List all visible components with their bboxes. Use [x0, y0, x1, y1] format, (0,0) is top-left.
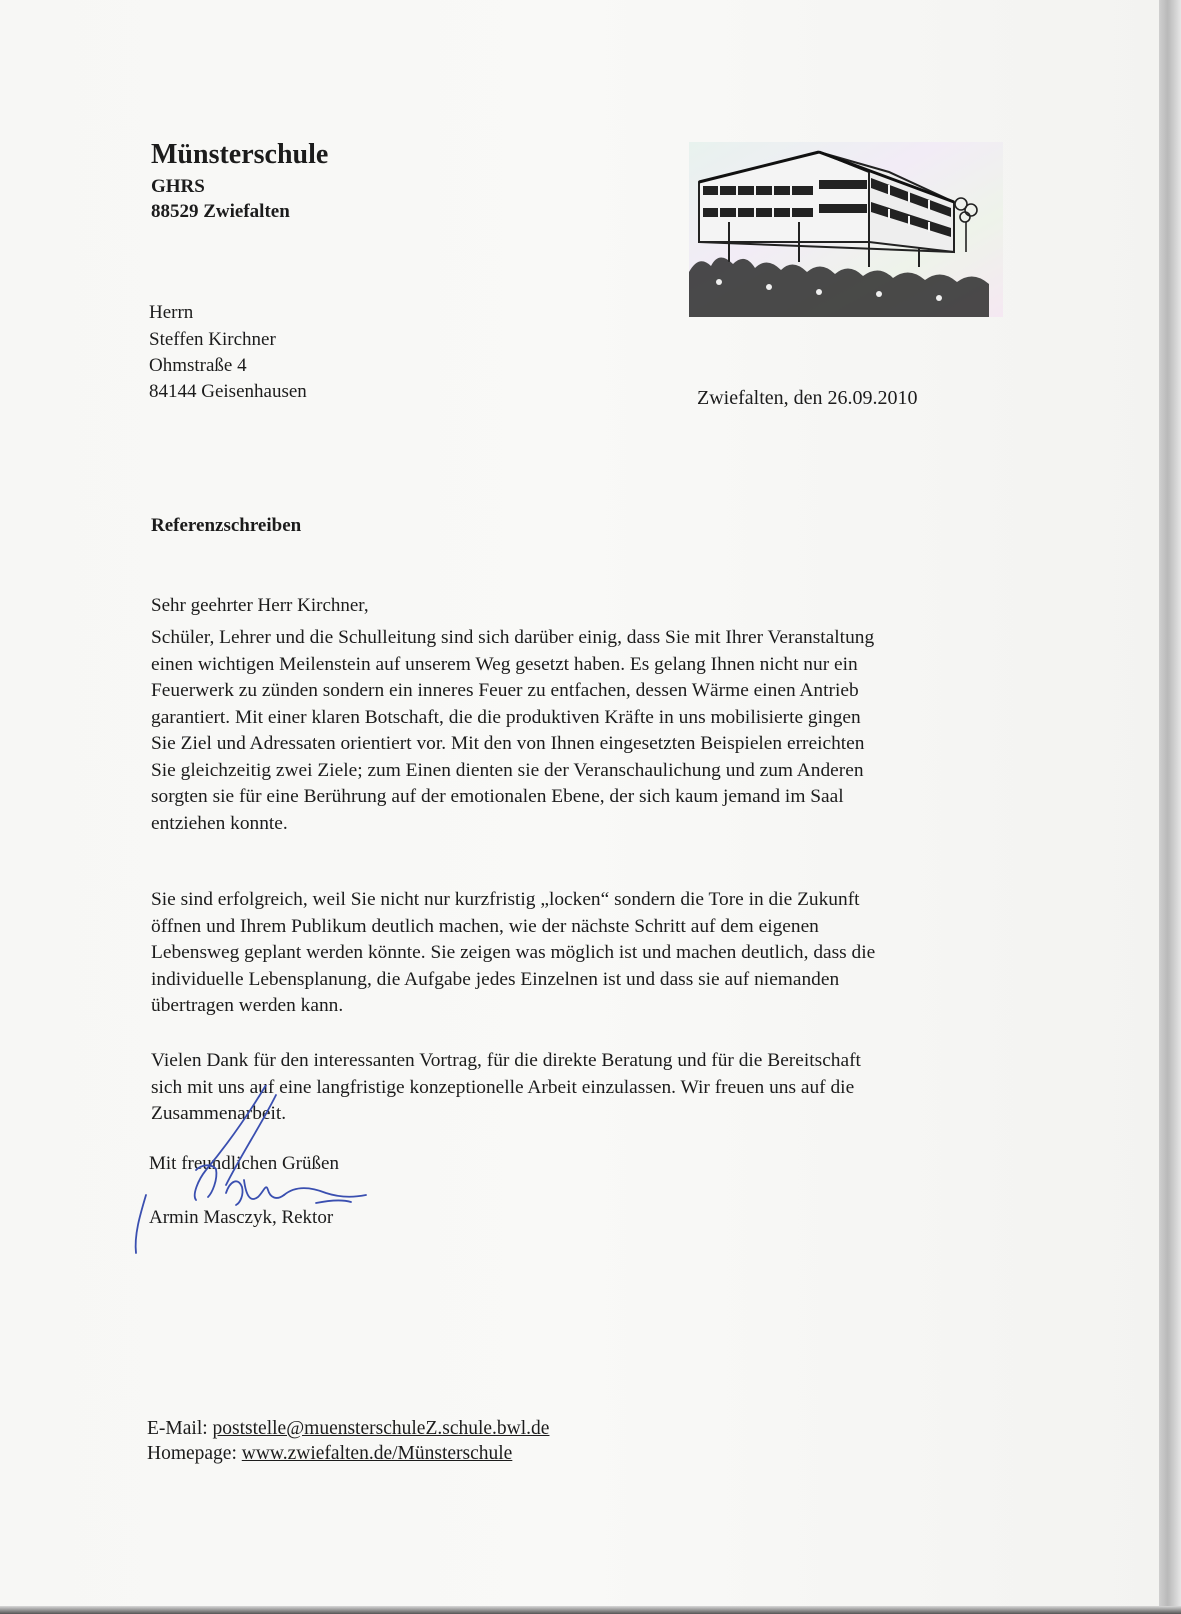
- recipient-name: Steffen Kirchner: [149, 329, 276, 350]
- school-type: GHRS: [151, 176, 205, 197]
- email-label: E-Mail:: [147, 1418, 213, 1439]
- scan-edge-right: [1159, 0, 1181, 1614]
- signer-name: Armin Masczyk, Rektor: [149, 1207, 334, 1228]
- paragraph-line: Feuerwerk zu zünden sondern ein inneres Feuer zu entfachen, dessen Wärme einen Antrieb: [151, 680, 859, 701]
- paragraph-line: Lebensweg geplant werden könnte. Sie zeigen was möglich ist und machen deutlich, dass die: [151, 942, 876, 963]
- paragraph-line: übertragen werden kann.: [151, 995, 344, 1016]
- paragraph-line: Schüler, Lehrer und die Schulleitung sind sich darüber einig, dass Sie mit Ihrer Veranstaltung: [151, 627, 875, 648]
- school-building-logo: [689, 142, 1003, 317]
- homepage-label: Homepage:: [147, 1443, 242, 1464]
- recipient-street: Ohmstraße 4: [149, 355, 247, 376]
- subject-line: Referenzschreiben: [151, 515, 302, 536]
- school-name: Münsterschule: [151, 139, 329, 170]
- paragraph-line: sorgten sie für eine Berührung auf der emotionalen Ebene, der sich kaum jemand im Saal: [151, 786, 844, 807]
- paragraph-line: individuelle Lebensplanung, die Aufgabe jedes Einzelnen ist und dass sie auf niemanden: [151, 968, 840, 990]
- scan-edge-bottom: [0, 1606, 1181, 1614]
- paragraph-line: Vielen Dank für den interessanten Vortrag, für die direkte Beratung und für die Bereitschaft: [151, 1050, 861, 1071]
- footer-email-line: [147, 1418, 549, 1440]
- homepage-link[interactable]: www.zwiefalten.de/Münsterschule: [241, 1443, 513, 1464]
- date-line: Zwiefalten, den 26.09.2010: [697, 387, 918, 409]
- paragraph-line: sich mit uns auf eine langfristige konzeptionelle Arbeit einzulassen. Wir freuen uns auf die: [151, 1076, 855, 1098]
- email-link[interactable]: poststelle@muensterschuleZ.schule.bwl.de: [212, 1418, 550, 1439]
- school-city: 88529 Zwiefalten: [151, 201, 290, 222]
- salutation: Sehr geehrter Herr Kirchner,: [151, 595, 369, 616]
- paragraph-line: öffnen und Ihrem Publikum deutlich machen, wie der nächste Schritt auf dem eigenen: [151, 915, 819, 937]
- paragraph-line: einen wichtigen Meilenstein auf unserem Weg gesetzt haben. Es gelang Ihnen nicht nur ein: [151, 653, 858, 675]
- paragraph-line: Sie sind erfolgreich, weil Sie nicht nur kurzfristig „locken“ sondern die Tore in die Zukunft: [151, 889, 860, 910]
- body-paragraph-1: [151, 625, 1021, 837]
- paragraph-line: entziehen konnte.: [151, 812, 288, 834]
- recipient-line-1: Herrn: [149, 302, 194, 323]
- paragraph-line: garantiert. Mit einer klaren Botschaft, die die produktiven Kräfte in uns mobilisierte gingen: [151, 706, 861, 728]
- closing-phrase: Mit freundlichen Grüßen: [149, 1153, 339, 1174]
- paragraph-line: Sie gleichzeitig zwei Ziele; zum Einen dienten sie der Veranschaulichung und zum Anderen: [151, 759, 864, 781]
- paragraph-line: Sie Ziel und Adressaten orientiert vor. Mit den von Ihnen eingesetzten Beispielen erreichten: [151, 733, 865, 754]
- body-paragraph-2: [151, 887, 1021, 1020]
- footer-homepage-line: [147, 1443, 512, 1465]
- handwritten-signature: [126, 1085, 396, 1255]
- paragraph-line: Zusammenarbeit.: [151, 1103, 287, 1124]
- recipient-city: 84144 Geisenhausen: [149, 381, 307, 402]
